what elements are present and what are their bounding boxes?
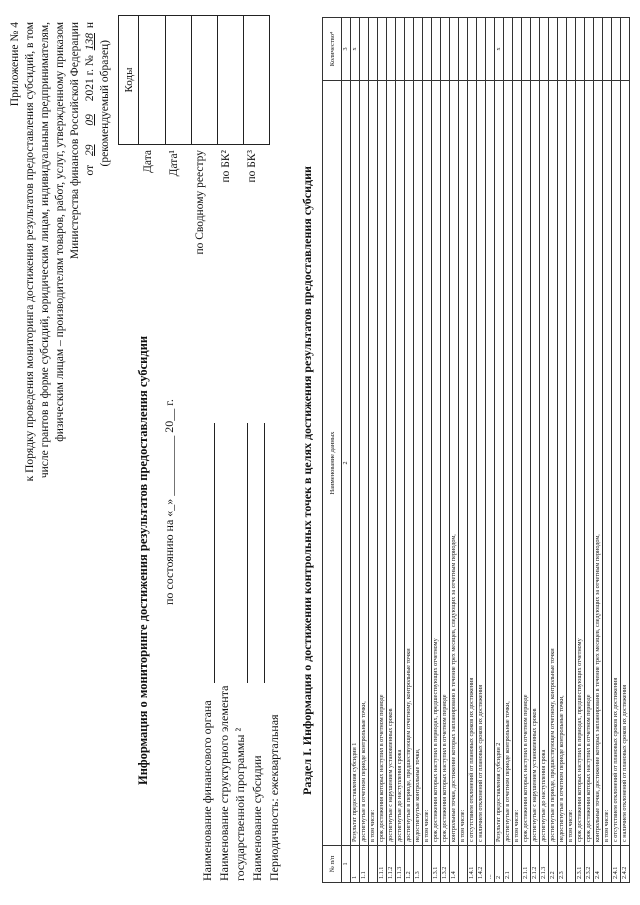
row-quantity-cell <box>405 18 414 81</box>
row-name-cell: в том числе: <box>369 81 378 846</box>
row-name-cell: контрольные точки, достижение которых запланировано в течение трех месяцев, следующих за отчетным периодом, <box>450 81 459 846</box>
row-name-cell: достигнутые в отчетном периоде контрольные точки, <box>360 81 369 846</box>
row-name-cell: достигнутые до наступления срока <box>540 81 549 846</box>
row-quantity-cell <box>360 18 369 81</box>
row-quantity-cell <box>549 18 558 81</box>
row-quantity-cell <box>477 18 486 81</box>
row-number-cell: 1.2 <box>405 846 414 883</box>
row-quantity-cell <box>540 18 549 81</box>
table-row <box>468 18 477 883</box>
row-number-cell: 1.4.2 <box>477 846 486 883</box>
row-number-cell <box>567 846 576 883</box>
field-structural-element: Наименование структурного элемента <box>217 685 231 881</box>
row-number-cell <box>603 846 612 883</box>
code-cell-bk2 <box>217 15 244 145</box>
row-quantity-cell <box>423 18 432 81</box>
codes-box <box>118 15 288 145</box>
row-quantity-cell <box>387 18 396 81</box>
row-quantity-cell <box>486 18 495 81</box>
index-cell: 3 <box>342 18 351 81</box>
row-name-cell: в том числе: <box>567 81 576 846</box>
code-cell-date <box>138 15 166 145</box>
row-number-cell: 2 <box>495 846 504 883</box>
table-row <box>558 18 567 883</box>
row-number-cell: 1.1.1 <box>378 846 387 883</box>
field-periodicity: Периодичность: ежеквартальная <box>267 714 281 881</box>
table-row <box>378 18 387 883</box>
appendix-line-1: Приложение № 4 <box>9 22 21 107</box>
date-day: 29 <box>84 144 96 156</box>
row-name-cell: срок достижения которых наступил в отчетном периоде <box>441 81 450 846</box>
row-quantity-cell <box>594 18 603 81</box>
row-quantity-cell: х <box>351 18 360 81</box>
table-row <box>450 18 459 883</box>
table-row <box>567 18 576 883</box>
table-row <box>441 18 450 883</box>
row-name-cell: с наличием отклонений от плановых сроков их достижения <box>477 81 486 846</box>
row-name-cell: недостигнутые контрольные точки, <box>414 81 423 846</box>
table-row <box>594 18 603 883</box>
row-quantity-cell <box>531 18 540 81</box>
row-quantity-cell <box>522 18 531 81</box>
row-name-cell: достигнутые в отчетном периоде контрольные точки, <box>504 81 513 846</box>
row-name-cell: достигнутые с нарушением установленных сроков <box>531 81 540 846</box>
order-number: 138 <box>84 33 96 51</box>
row-number-cell: 1.3.1 <box>432 846 441 883</box>
table-index-row <box>342 18 351 883</box>
header-name: Наименование данных <box>323 81 342 846</box>
row-number-cell: 2.3 <box>558 846 567 883</box>
row-name-cell: срок достижения которых наступил в периодах, предшествующих отчетному <box>432 81 441 846</box>
table-row <box>495 18 504 883</box>
codes-bk3-label: по БК³ <box>246 150 258 183</box>
row-quantity-cell <box>585 18 594 81</box>
row-quantity-cell <box>603 18 612 81</box>
row-number-cell: 2.1.1 <box>522 846 531 883</box>
date-prefix: от <box>84 164 96 176</box>
row-number-cell <box>423 846 432 883</box>
table-row <box>369 18 378 883</box>
row-name-cell: недостигнутые в отчетном периоде контрольные точки, <box>558 81 567 846</box>
date-suffix: н <box>84 22 96 29</box>
table-header-row <box>323 18 342 883</box>
row-number-cell: 1.1.2 <box>387 846 396 883</box>
field-subsidy-name: Наименование субсидии <box>250 755 264 881</box>
table-row <box>513 18 522 883</box>
row-number-cell: 2.1.3 <box>540 846 549 883</box>
index-cell: 2 <box>342 81 351 846</box>
row-name-cell: достигнутые до наступления срока <box>396 81 405 846</box>
row-quantity-cell: х <box>495 18 504 81</box>
row-number-cell: 2.1.2 <box>531 846 540 883</box>
table-row <box>459 18 468 883</box>
row-name-cell <box>486 81 495 846</box>
row-name-cell: срок достижения которых наступил в периодах, предшествующих отчетному <box>576 81 585 846</box>
row-name-cell: контрольные точки, достижение которых запланировано в течение трех месяцев, следующих за отчетным периодом, <box>594 81 603 846</box>
table-row <box>603 18 612 883</box>
row-name-cell: достигнутые в периоде, предшествующем отчетному, контрольные точки <box>405 81 414 846</box>
table-row <box>405 18 414 883</box>
field-subsidy-name-line <box>264 423 265 683</box>
code-cell-registry <box>191 15 218 145</box>
table-row <box>414 18 423 883</box>
row-number-cell: 1.3.2 <box>441 846 450 883</box>
row-name-cell: срок достижения которых наступил в отчетном периоде <box>585 81 594 846</box>
table-row <box>522 18 531 883</box>
row-quantity-cell <box>468 18 477 81</box>
appendix-line-2: к Порядку проведения мониторинга достижения результатов предоставления субсидий, в том <box>24 22 36 482</box>
row-name-cell: в том числе: <box>513 81 522 846</box>
row-number-cell: 2.2 <box>549 846 558 883</box>
appendix-line-4: физическим лицам – производителям товаров, работ, услуг, утвержденному приказом <box>54 22 66 442</box>
codes-bk2-label: по БК² <box>220 150 232 183</box>
table-row <box>621 18 630 883</box>
table-row <box>432 18 441 883</box>
row-quantity-cell <box>576 18 585 81</box>
row-name-cell: достигнутые с нарушением установленных сроков <box>387 81 396 846</box>
row-number-cell: 2.1 <box>504 846 513 883</box>
appendix-line-5: Министерства финансов Российской Федерации <box>69 22 81 260</box>
table-row <box>360 18 369 883</box>
row-number-cell <box>369 846 378 883</box>
row-name-cell: срок достижения которых наступил в отчетном периоде <box>522 81 531 846</box>
row-number-cell: 2.4.2 <box>621 846 630 883</box>
row-number-cell: 1.1.3 <box>396 846 405 883</box>
appendix-date-line <box>83 22 98 175</box>
row-quantity-cell <box>459 18 468 81</box>
row-number-cell <box>459 846 468 883</box>
row-name-cell: с наличием отклонений от плановых сроков их достижения <box>621 81 630 846</box>
row-quantity-cell <box>450 18 459 81</box>
row-number-cell: 1.3 <box>414 846 423 883</box>
table-row <box>549 18 558 883</box>
row-name-cell: Результат предоставления субсидии 2 <box>495 81 504 846</box>
table-row <box>504 18 513 883</box>
table-row <box>540 18 549 883</box>
row-number-cell: 1 <box>351 846 360 883</box>
row-name-cell: с отсутствием отклонений от плановых сроков их достижения <box>468 81 477 846</box>
field-state-program: государственной программы ² <box>233 727 247 881</box>
row-number-cell: 2.3.1 <box>576 846 585 883</box>
row-number-cell: 2.4.1 <box>612 846 621 883</box>
row-number-cell: ... <box>486 846 495 883</box>
field-financial-authority: Наименование финансового органа <box>200 700 214 881</box>
row-number-cell: 1.1 <box>360 846 369 883</box>
row-name-cell: с отсутствием отклонений от плановых сроков их достижения <box>612 81 621 846</box>
row-name-cell: в том числе: <box>423 81 432 846</box>
table-row <box>612 18 621 883</box>
row-quantity-cell <box>369 18 378 81</box>
index-cell: 1 <box>342 846 351 883</box>
table-row <box>423 18 432 883</box>
recommended-sample: (рекомендуемый образец) <box>99 40 111 167</box>
row-quantity-cell <box>558 18 567 81</box>
date-month: 09 <box>84 114 96 126</box>
table-row <box>387 18 396 883</box>
row-quantity-cell <box>513 18 522 81</box>
row-name-cell: в том числе: <box>459 81 468 846</box>
row-quantity-cell <box>621 18 630 81</box>
section-title: Раздел I. Информация о достижении контрольных точек в целях достижения результатов предоставления субсидии <box>300 166 314 795</box>
row-quantity-cell <box>432 18 441 81</box>
row-quantity-cell <box>414 18 423 81</box>
table-row <box>576 18 585 883</box>
row-number-cell: 1.4 <box>450 846 459 883</box>
field-financial-authority-line <box>214 423 215 683</box>
codes-date-label: Дата <box>142 150 154 173</box>
row-number-cell: 2.4 <box>594 846 603 883</box>
table-row <box>396 18 405 883</box>
table-row <box>477 18 486 883</box>
table-row <box>531 18 540 883</box>
control-points-table <box>322 17 630 883</box>
as-of-date: по состоянию на «_» __________ 20__ г. <box>162 399 176 605</box>
row-quantity-cell <box>504 18 513 81</box>
appendix-line-3: числе грантов в форме субсидий, юридическим лицам, индивидуальным предпринимателям, <box>39 22 51 479</box>
row-number-cell: 1.4.1 <box>468 846 477 883</box>
date-year: 2021 г. № <box>84 55 96 102</box>
row-quantity-cell <box>441 18 450 81</box>
row-quantity-cell <box>567 18 576 81</box>
form-title: Информация о мониторинге достижения результатов предоставления субсидии <box>136 335 150 785</box>
table-row <box>486 18 495 883</box>
codes-date2-label: Дата¹ <box>168 150 180 177</box>
code-cell-date2 <box>165 15 192 145</box>
row-name-cell: Результат предоставления субсидии 1 <box>351 81 360 846</box>
header-quantity: Количество⁴ <box>323 18 342 81</box>
table-row <box>585 18 594 883</box>
row-quantity-cell <box>396 18 405 81</box>
row-name-cell: достигнутые в периоде, предшествующем отчетному, контрольные точки <box>549 81 558 846</box>
field-state-program-line <box>247 423 248 683</box>
codes-registry-label: по Сводному реестру <box>194 150 206 255</box>
table-body <box>351 18 630 883</box>
row-quantity-cell <box>378 18 387 81</box>
row-name-cell: срок достижения которых наступил в отчетном периоде <box>378 81 387 846</box>
code-cell-bk3 <box>243 15 270 145</box>
row-quantity-cell <box>612 18 621 81</box>
row-number-cell: 2.3.2 <box>585 846 594 883</box>
table-row <box>351 18 360 883</box>
codes-header: Коды <box>118 15 139 145</box>
row-name-cell: в том числе: <box>603 81 612 846</box>
header-number: № п/п <box>323 846 342 883</box>
row-number-cell <box>513 846 522 883</box>
